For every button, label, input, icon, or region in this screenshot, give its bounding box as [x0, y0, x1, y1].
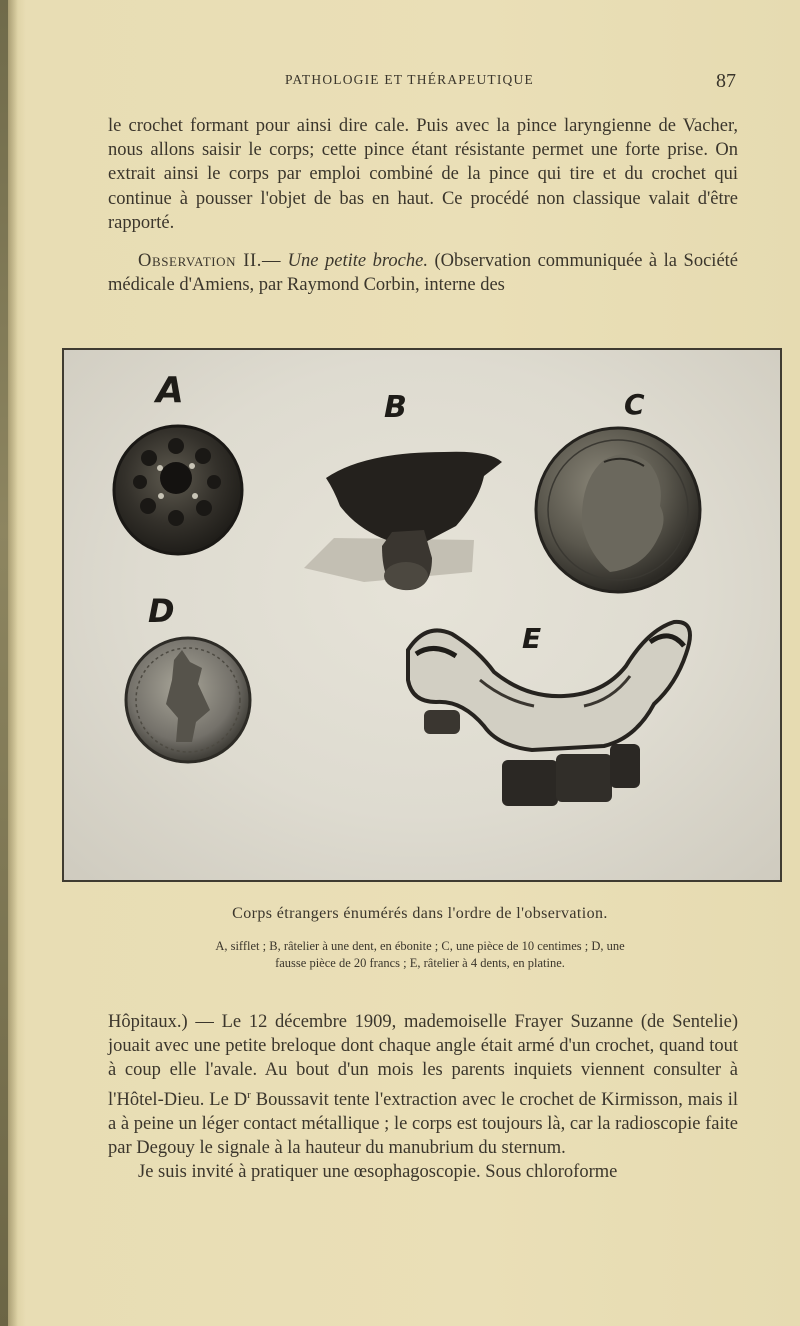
- text-block-bottom: [108, 1010, 738, 1185]
- doctor-superscript: r: [247, 1088, 251, 1101]
- figure-label-a: A: [156, 370, 184, 411]
- observation-label: Observation II.—: [138, 251, 282, 272]
- paragraph-hopitaux: [108, 1010, 738, 1160]
- object-a-whistle: [114, 426, 242, 554]
- paragraph-hopitaux-rest: Boussavit tente l'extraction avec le crochet de Kirmisson, mais il a à peine un léger contact métallique ; le corps est toujours là, car la radioscopie faite par Degouy le signale à la hauteur du manubrium du sternum.: [108, 1089, 739, 1159]
- paragraph-continuation: le crochet formant pour ainsi dire cale. Puis avec la pince laryngienne de Vacher, nous allons saisir le corps; cette pince étant résistante permet une forte prise. On extrait ainsi le corps par emploi combiné de la pince qui tire et du crochet qui continue à pousser l'objet de bas en haut. Ce procédé non classique valait d'être rapporté.: [108, 116, 738, 233]
- figure-photograph: [62, 348, 782, 882]
- running-title: PATHOLOGIE ET THÉRAPEUTIQUE: [285, 72, 534, 87]
- object-c-coin: [536, 428, 700, 592]
- object-d-false-coin: [126, 638, 250, 762]
- figure-legend: [115, 938, 725, 972]
- running-header: [0, 70, 800, 94]
- figure-caption: Corps étrangers énumérés dans l'ordre de l'observation.: [232, 905, 608, 922]
- paragraph-hopitaux-lead: Hôpitaux.) — Le 12 décembre 1909, mademoiselle Frayer Suzanne (de Sentelie) jouait avec une petite breloque dont chaque angle était armé d'un crochet, quand tout à coup elle l'avale. Au bout d'un mois les parents inquiets viennent consulter à l'Hôtel-Dieu. Le D: [108, 1012, 738, 1110]
- object-e-platinum-denture: [408, 622, 690, 806]
- observation-title: Une petite broche.: [287, 251, 428, 272]
- book-spine: [0, 0, 8, 1326]
- figure-label-e: E: [522, 622, 542, 655]
- page-number: 87: [716, 70, 736, 92]
- paragraph-oesophagoscopie: Je suis invité à pratiquer une œsophagoscopie. Sous chloroforme: [138, 1162, 618, 1183]
- observation-text: (Observation communiquée à la Société médicale d'Amiens, par Raymond Corbin, interne des: [108, 251, 739, 296]
- figure-label-b: B: [384, 390, 407, 425]
- figure-label-c: C: [624, 388, 645, 421]
- spine-shadow: [8, 0, 18, 1326]
- observation-paragraph: [108, 249, 738, 297]
- figure-legend-line-2: fausse pièce de 20 francs ; E, râtelier à 4 dents, en platine.: [275, 956, 565, 970]
- object-b-denture: [304, 452, 502, 590]
- figure-label-d: D: [148, 592, 175, 630]
- figure-legend-line-1: A, sifflet ; B, râtelier à une dent, en ébonite ; C, une pièce de 10 centimes ; D, une: [215, 939, 625, 953]
- text-block-top: [108, 114, 738, 297]
